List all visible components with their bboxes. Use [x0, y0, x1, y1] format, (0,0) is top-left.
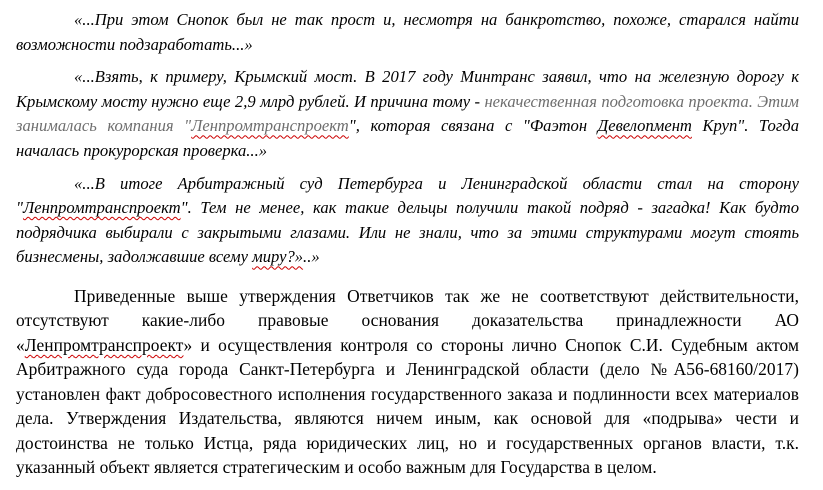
quote-2-part-1: «...Взять, к примеру, Крымский мост. В 2017 году Минтранс заявил, что на железную дорогу к Крымскому мосту нужно еще 2,9 млрд рублей. И причина тому - [16, 67, 799, 111]
quote-paragraph-2 [16, 65, 799, 163]
quote-paragraph-3 [16, 172, 799, 270]
statement-paragraph [16, 284, 799, 480]
statement-part-1: Приведенные выше утверждения Ответчиков так же не соответствуют действительности, отсутствуют какие-либо правовые основания доказательства принадлежности АО « [16, 285, 799, 355]
quote-2-company-name-2: Девелопмент [597, 116, 692, 136]
quote-2-part-3: ", которая связана с [348, 116, 523, 136]
quote-paragraph-1 [16, 8, 799, 57]
quote-2-company-name: Ленпромтранспроект [191, 116, 349, 136]
quote-3-part-1: «...В итоге Арбитражный суд Петербурга и Ленинградской области стал на сторону " [16, 173, 799, 218]
quote-3-part-2: ". Тем не менее, как такие дельцы получили такой подряд - загадка! Как будто подрядчика выбирали с закрытыми глазами. Или не знали, что за этими структурами могут стоять бизнесмены, задолжавшие всему [16, 198, 799, 267]
quote-3-tail: ..» [303, 247, 320, 267]
quote-2-part-2: некачественная подготовка проекта. Этим занималась компания " [16, 91, 799, 136]
quote-2-part-4: "Фаэтон [522, 116, 598, 136]
statement-part-2: » и осуществления контроля со стороны лично Снопок С.И. Судебным актом Арбитражного суда города Санкт-Петербурга и Ленинградской области (дело №А56-68160/2017) установлен факт добросовестного исполнения государственного заказа и подлинности всех материалов дела. Утверждения Издательства, являются ничем иным, как основой для «подрыва» чести и достоинства не только Истца, ряда юридических лиц, но и государственных органов власти, т.к. указанный объект является стратегическим и особо важным для Государства в целом. [16, 334, 799, 478]
statement-company-name: Ленпромтранспроект [24, 334, 184, 355]
quote-3-company-name: Ленпромтранспроект [22, 198, 181, 218]
quote-1-text: «...При этом Снопок был не так прост и, несмотря на банкротство, похоже, старался найти возможности подзаработать...» [16, 10, 799, 54]
quote-2-part-5: Круп". Тогда началась прокурорская проверка...» [16, 116, 799, 160]
quote-3-ending: миру?» [252, 247, 304, 267]
